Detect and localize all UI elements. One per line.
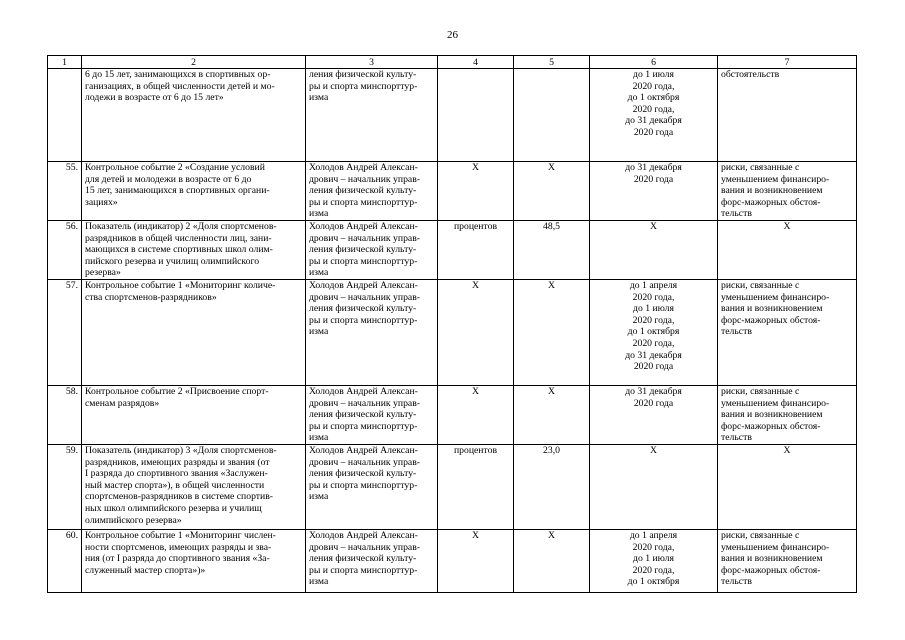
value-cell: X xyxy=(514,385,590,444)
term-line: 2020 года, xyxy=(632,314,675,326)
column-header: 4 xyxy=(438,56,514,69)
resp-line: ления физической культу- xyxy=(309,69,417,80)
resp-line: изма xyxy=(309,267,329,279)
unit-cell: X xyxy=(438,385,514,444)
term-cell xyxy=(590,69,718,162)
resp-line: ры и спорта минспорттур- xyxy=(309,564,418,576)
responsible-cell xyxy=(306,220,438,279)
resp-line: ления физической культу- xyxy=(309,185,417,197)
resp-line: ления физической культу- xyxy=(309,468,417,480)
risk-line: тельств xyxy=(721,576,752,588)
value-cell: 48,5 xyxy=(514,220,590,279)
unit-cell: процентов xyxy=(438,444,514,529)
row-number: 60. xyxy=(48,529,82,592)
desc-line: 6 до 15 лет, занимающихся в спортивных ор- xyxy=(85,69,271,80)
term-line: X xyxy=(650,444,657,456)
desc-line: Контрольное событие 2 «Присвоение спорт- xyxy=(85,385,269,397)
term-line: до 1 апреля xyxy=(629,529,678,541)
risk-line: вания и возникновением xyxy=(721,409,823,421)
value-cell: X xyxy=(514,529,590,592)
resp-line: ры и спорта минспорттур- xyxy=(309,420,418,432)
desc-line: сменам разрядов» xyxy=(85,397,160,409)
term-cell xyxy=(590,385,718,444)
term-cell xyxy=(590,529,718,592)
unit-cell: процентов xyxy=(438,220,514,279)
responsible-cell xyxy=(306,529,438,592)
table-row xyxy=(48,279,857,385)
desc-line: ства спортсменов-разрядников» xyxy=(85,291,217,303)
desc-line: Показатель (индикатор) 2 «Доля спортсменов- xyxy=(85,220,277,232)
page-number: 26 xyxy=(447,29,458,41)
desc-line: Показатель (индикатор) 3 «Доля спортсменов- xyxy=(85,444,277,456)
column-header: 3 xyxy=(306,56,438,69)
resp-line: ры и спорта минспорттур- xyxy=(309,255,418,267)
term-line: до 1 октября xyxy=(627,576,680,588)
term-line: до 1 октября xyxy=(627,326,680,338)
responsible-cell xyxy=(306,385,438,444)
term-line: 2020 года, xyxy=(632,103,675,115)
column-header: 7 xyxy=(718,56,857,69)
term-line: до 1 октября xyxy=(627,92,680,104)
desc-line: ганизациях, в общей численности детей и мо- xyxy=(85,80,275,92)
term-cell xyxy=(590,162,718,221)
table-row xyxy=(48,385,857,444)
desc-line: для детей и молодежи в возрасте от 6 до xyxy=(85,173,252,185)
resp-line: ры и спорта минспорттур- xyxy=(309,314,418,326)
desc-line: спортсменов-разрядников в системе спортив- xyxy=(85,491,274,503)
risk-line: X xyxy=(783,220,791,232)
description-cell xyxy=(82,385,306,444)
resp-line: ления физической культу- xyxy=(309,553,417,565)
resp-line: дрович – начальник управ- xyxy=(309,541,421,553)
risk-line: риски, связанные с xyxy=(721,162,800,173)
term-line: до 31 декабря xyxy=(625,162,682,173)
desc-line: Контрольное событие 1 «Мониторинг числен- xyxy=(85,529,276,541)
risk-line: риски, связанные с xyxy=(721,279,800,291)
desc-line: резерва» xyxy=(85,267,121,279)
resp-line: дрович – начальник управ- xyxy=(309,173,421,185)
resp-line: Холодов Андрей Алексан- xyxy=(309,162,418,173)
desc-line: ных школ олимпийского резерва и училищ xyxy=(85,502,262,514)
term-line: 2020 года, xyxy=(632,291,675,303)
table-row xyxy=(48,220,857,279)
desc-line: разрядников, имеющих разряды и звания (от xyxy=(85,456,270,468)
resp-line: Холодов Андрей Алексан- xyxy=(309,529,418,541)
term-line: 2020 года xyxy=(633,361,674,373)
desc-line: ный мастер спорта»), в общей численности xyxy=(85,479,265,491)
row-number xyxy=(48,69,82,162)
risk-cell xyxy=(718,220,857,279)
resp-line: Холодов Андрей Алексан- xyxy=(309,444,418,456)
risk-line: вания и возникновением xyxy=(721,303,823,315)
resp-line: дрович – начальник управ- xyxy=(309,232,421,244)
value-cell: X xyxy=(514,162,590,221)
term-line: 2020 года, xyxy=(632,337,675,349)
resp-line: Холодов Андрей Алексан- xyxy=(309,279,418,291)
term-cell xyxy=(590,444,718,529)
risk-line: вания и возникновением xyxy=(721,553,823,565)
table-row xyxy=(48,444,857,529)
desc-line: ния (от I разряда до спортивного звания «За- xyxy=(85,553,270,565)
desc-line: I разряда до спортивного звания «Заслужен- xyxy=(85,468,268,480)
desc-line: олимпийского резерва» xyxy=(85,514,182,526)
risk-cell xyxy=(718,444,857,529)
term-line: 2020 года xyxy=(633,173,674,185)
term-line: до 1 июля xyxy=(633,553,674,565)
term-line: до 1 июля xyxy=(633,69,674,80)
term-cell xyxy=(590,279,718,385)
row-number: 57. xyxy=(48,279,82,385)
term-line: до 31 декабря xyxy=(625,349,682,361)
term-line: 2020 года, xyxy=(632,564,675,576)
resp-line: ры и спорта минспорттур- xyxy=(309,479,418,491)
resp-line: ления физической культу- xyxy=(309,244,417,256)
unit-cell xyxy=(438,69,514,162)
risk-line: форс-мажорных обстоя- xyxy=(721,196,821,208)
term-line: X xyxy=(650,220,657,232)
risk-line: X xyxy=(783,444,791,456)
risk-line: тельств xyxy=(721,432,752,444)
term-line: 2020 года, xyxy=(632,541,675,553)
desc-line: служенный мастер спорта»)» xyxy=(85,564,206,576)
risk-line: форс-мажорных обстоя- xyxy=(721,420,821,432)
term-cell xyxy=(590,220,718,279)
resp-line: изма xyxy=(309,92,329,104)
desc-line: пийского резерва и училищ олимпийского xyxy=(85,255,260,267)
desc-line: мающихся в системе спортивных школ олим- xyxy=(85,244,273,256)
term-line: 2020 года xyxy=(633,397,674,409)
column-header: 6 xyxy=(590,56,718,69)
resp-line: ры и спорта минспорттур- xyxy=(309,80,418,92)
resp-line: изма xyxy=(309,576,329,588)
risk-line: уменьшением финансиро- xyxy=(721,291,830,303)
value-cell xyxy=(514,69,590,162)
desc-line: 15 лет, занимающихся в спортивных органи- xyxy=(85,185,270,197)
risk-line: риски, связанные с xyxy=(721,529,800,541)
resp-line: изма xyxy=(309,208,329,220)
risk-cell xyxy=(718,529,857,592)
resp-line: дрович – начальник управ- xyxy=(309,291,421,303)
row-number: 55. xyxy=(48,162,82,221)
desc-line: лодежи в возрасте от 6 до 15 лет» xyxy=(85,92,224,104)
unit-cell: X xyxy=(438,529,514,592)
term-line: 2020 года, xyxy=(632,80,675,92)
header-row xyxy=(48,56,857,69)
document-table xyxy=(47,55,857,593)
desc-line: Контрольное событие 1 «Мониторинг количе- xyxy=(85,279,276,291)
term-line: до 31 декабря xyxy=(625,115,682,127)
resp-line: изма xyxy=(309,432,329,444)
resp-line: ления физической культу- xyxy=(309,409,417,421)
risk-line: уменьшением финансиро- xyxy=(721,173,830,185)
row-number: 56. xyxy=(48,220,82,279)
description-cell xyxy=(82,279,306,385)
row-number: 58. xyxy=(48,385,82,444)
resp-line: изма xyxy=(309,326,329,338)
resp-line: ления физической культу- xyxy=(309,303,417,315)
description-cell xyxy=(82,529,306,592)
risk-line: уменьшением финансиро- xyxy=(721,397,830,409)
resp-line: Холодов Андрей Алексан- xyxy=(309,220,418,232)
resp-line: дрович – начальник управ- xyxy=(309,456,421,468)
table-row xyxy=(48,69,857,162)
description-cell xyxy=(82,162,306,221)
unit-cell: X xyxy=(438,162,514,221)
column-header: 5 xyxy=(514,56,590,69)
responsible-cell xyxy=(306,279,438,385)
responsible-cell xyxy=(306,444,438,529)
risk-cell xyxy=(718,279,857,385)
resp-line: изма xyxy=(309,491,329,503)
term-line: до 1 апреля xyxy=(629,279,678,291)
risk-line: вания и возникновением xyxy=(721,185,823,197)
value-cell: X xyxy=(514,279,590,385)
resp-line: Холодов Андрей Алексан- xyxy=(309,385,418,397)
desc-line: разрядников в общей численности лиц, зани- xyxy=(85,232,272,244)
term-line: до 1 июля xyxy=(633,303,674,315)
risk-line: форс-мажорных обстоя- xyxy=(721,314,821,326)
risk-cell xyxy=(718,69,857,162)
description-cell xyxy=(82,444,306,529)
desc-line: ности спортсменов, имеющих разряды и зва- xyxy=(85,541,272,553)
column-header: 2 xyxy=(82,56,306,69)
description-cell xyxy=(82,220,306,279)
risk-line: тельств xyxy=(721,208,752,220)
risk-line: форс-мажорных обстоя- xyxy=(721,564,821,576)
risk-line: обстоятельств xyxy=(721,69,780,80)
value-cell: 23,0 xyxy=(514,444,590,529)
column-header: 1 xyxy=(48,56,82,69)
risk-line: уменьшением финансиро- xyxy=(721,541,830,553)
risk-line: тельств xyxy=(721,326,752,338)
desc-line: Контрольное событие 2 «Создание условий xyxy=(85,162,265,173)
unit-cell: X xyxy=(438,279,514,385)
row-number: 59. xyxy=(48,444,82,529)
term-line: до 31 декабря xyxy=(625,385,682,397)
description-cell xyxy=(82,69,306,162)
term-line: 2020 года xyxy=(633,126,674,138)
desc-line: зациях» xyxy=(85,196,118,208)
risk-line: риски, связанные с xyxy=(721,385,800,397)
responsible-cell xyxy=(306,69,438,162)
table-row xyxy=(48,529,857,592)
table-row xyxy=(48,162,857,221)
risk-cell xyxy=(718,385,857,444)
resp-line: ры и спорта минспорттур- xyxy=(309,196,418,208)
resp-line: дрович – начальник управ- xyxy=(309,397,421,409)
risk-cell xyxy=(718,162,857,221)
responsible-cell xyxy=(306,162,438,221)
